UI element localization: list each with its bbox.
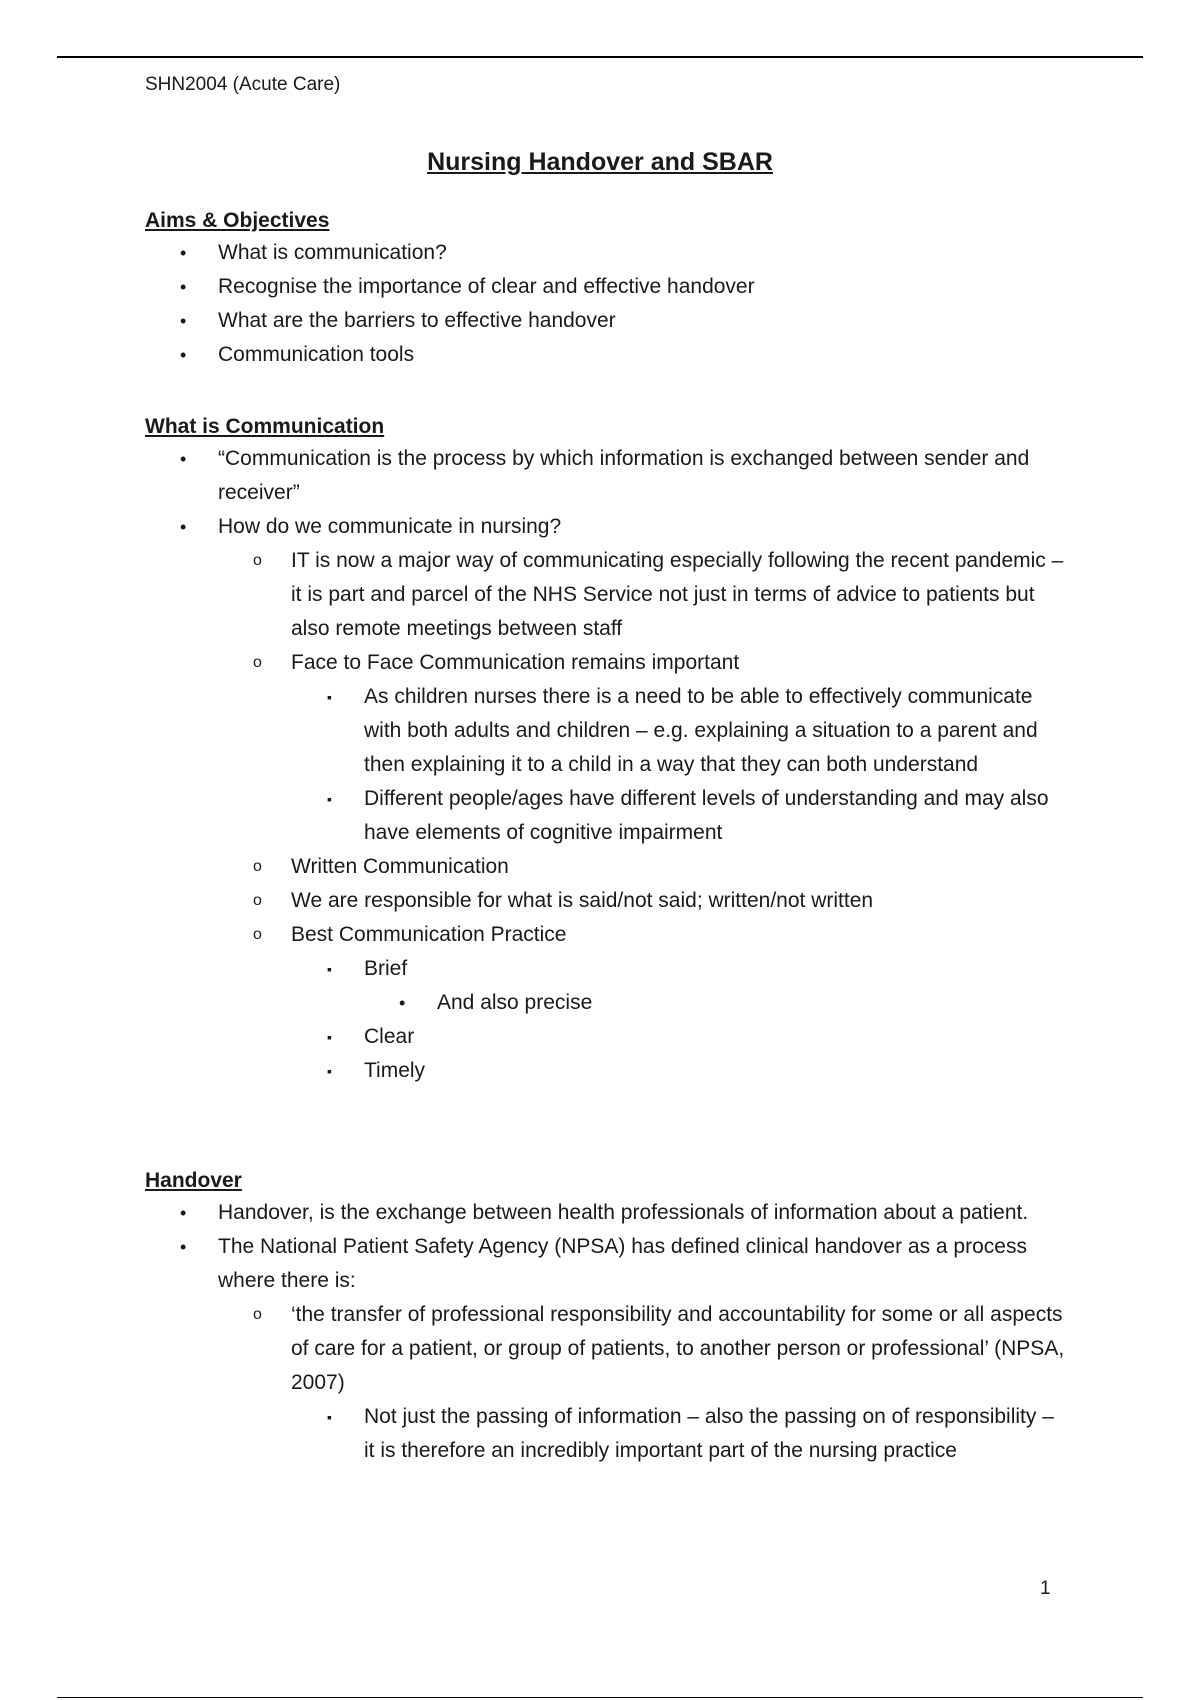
disc-bullet-icon: •: [180, 449, 187, 469]
list-item-text: We are responsible for what is said/not said; written/not written: [291, 889, 874, 912]
communication-section: [145, 412, 1065, 1088]
aims-section: [145, 206, 1065, 372]
circle-bullet-icon: o: [253, 858, 262, 875]
list-item-text: Timely: [364, 1059, 426, 1082]
list-item-text: ‘the transfer of professional responsibility and accountability for some or all aspects of care for a patient, or group of patients, to another person or professional’ (NPSA, 2007): [291, 1303, 1065, 1394]
list-item: [218, 918, 1065, 1088]
list-item: [291, 952, 1065, 1020]
list-item: [145, 304, 1065, 338]
handover-heading: Handover: [145, 1169, 242, 1192]
list-item: [291, 1400, 1065, 1468]
list-item: [364, 986, 1065, 1020]
handover-section: [145, 1166, 1065, 1468]
list-item: [218, 850, 1065, 884]
square-bullet-icon: ▪: [327, 1029, 332, 1045]
list-item-text: Different people/ages have different levels of understanding and may also have elements of cognitive impairment: [364, 787, 1049, 844]
npsa-sublist: [218, 1298, 1065, 1468]
aims-heading: Aims & Objectives: [145, 209, 330, 232]
square-bullet-icon: ▪: [327, 1063, 332, 1079]
circle-bullet-icon: o: [253, 654, 262, 671]
list-item: [145, 1230, 1065, 1468]
list-item: [291, 1020, 1065, 1054]
list-item-text: Clear: [364, 1025, 415, 1048]
list-item: [218, 544, 1065, 646]
responsibility-sublist: [291, 1400, 1065, 1468]
aims-list: [145, 236, 1065, 372]
list-item-text: IT is now a major way of communicating especially following the recent pandemic – it is part and parcel of the NHS Service not just in terms of advice to patients but also remote meetings between staff: [291, 549, 1064, 640]
disc-bullet-icon: •: [180, 345, 187, 365]
footer-rule: [57, 1697, 1143, 1698]
square-bullet-icon: ▪: [327, 1409, 332, 1425]
list-item-text: “Communication is the process by which information is exchanged between sender and receiver”: [218, 447, 1030, 504]
disc-bullet-icon: •: [180, 311, 187, 331]
circle-bullet-icon: o: [253, 926, 262, 943]
list-item-text: The National Patient Safety Agency (NPSA) has defined clinical handover as a process where there is:: [218, 1235, 1027, 1292]
list-item-text: Best Communication Practice: [291, 923, 567, 946]
list-item: [145, 442, 1065, 510]
disc-bullet-icon: •: [180, 1203, 187, 1223]
list-item-text: Handover, is the exchange between health professionals of information about a patient.: [218, 1201, 1029, 1224]
list-item: [218, 646, 1065, 850]
list-item: [145, 510, 1065, 1088]
square-bullet-icon: ▪: [327, 961, 332, 977]
page-number: 1: [1040, 1578, 1051, 1599]
disc-bullet-icon: •: [180, 243, 187, 263]
list-item-text: And also precise: [437, 991, 593, 1014]
face-to-face-sublist: [291, 680, 1065, 850]
disc-bullet-icon: •: [399, 993, 406, 1013]
list-item: [145, 236, 1065, 270]
header-rule: [57, 56, 1143, 58]
list-item-text: Recognise the importance of clear and effective handover: [218, 275, 755, 298]
brief-sublist: [364, 986, 1065, 1020]
disc-bullet-icon: •: [180, 277, 187, 297]
circle-bullet-icon: o: [253, 1306, 262, 1323]
document-title: Nursing Handover and SBAR: [427, 148, 773, 176]
list-item: [145, 1196, 1065, 1230]
disc-bullet-icon: •: [180, 1237, 187, 1257]
square-bullet-icon: ▪: [327, 689, 332, 705]
list-item: [291, 1054, 1065, 1088]
nursing-communication-sublist: [218, 544, 1065, 1088]
list-item-text: Written Communication: [291, 855, 509, 878]
list-item: [218, 1298, 1065, 1468]
disc-bullet-icon: •: [180, 517, 187, 537]
list-item: [218, 884, 1065, 918]
list-item-text: Communication tools: [218, 343, 415, 366]
list-item-text: Face to Face Communication remains important: [291, 651, 740, 674]
list-item: [291, 680, 1065, 782]
square-bullet-icon: ▪: [327, 791, 332, 807]
handover-list: [145, 1196, 1065, 1468]
communication-heading: What is Communication: [145, 415, 385, 438]
list-item: [145, 338, 1065, 372]
list-item-text: Brief: [364, 957, 408, 980]
list-item-text: What are the barriers to effective handover: [218, 309, 616, 332]
list-item: [145, 270, 1065, 304]
circle-bullet-icon: o: [253, 552, 262, 569]
list-item-text: What is communication?: [218, 241, 447, 264]
list-item-text: Not just the passing of information – also the passing on of responsibility – it is therefore an incredibly important part of the nursing practice: [364, 1405, 1054, 1462]
communication-list: [145, 442, 1065, 1088]
list-item-text: How do we communicate in nursing?: [218, 515, 562, 538]
list-item: [291, 782, 1065, 850]
best-practice-sublist: [291, 952, 1065, 1088]
circle-bullet-icon: o: [253, 892, 262, 909]
list-item-text: As children nurses there is a need to be able to effectively communicate with both adults and children – e.g. explaining a situation to a parent and then explaining it to a child in a way that they can both understand: [364, 685, 1038, 776]
running-header: SHN2004 (Acute Care): [145, 74, 341, 95]
